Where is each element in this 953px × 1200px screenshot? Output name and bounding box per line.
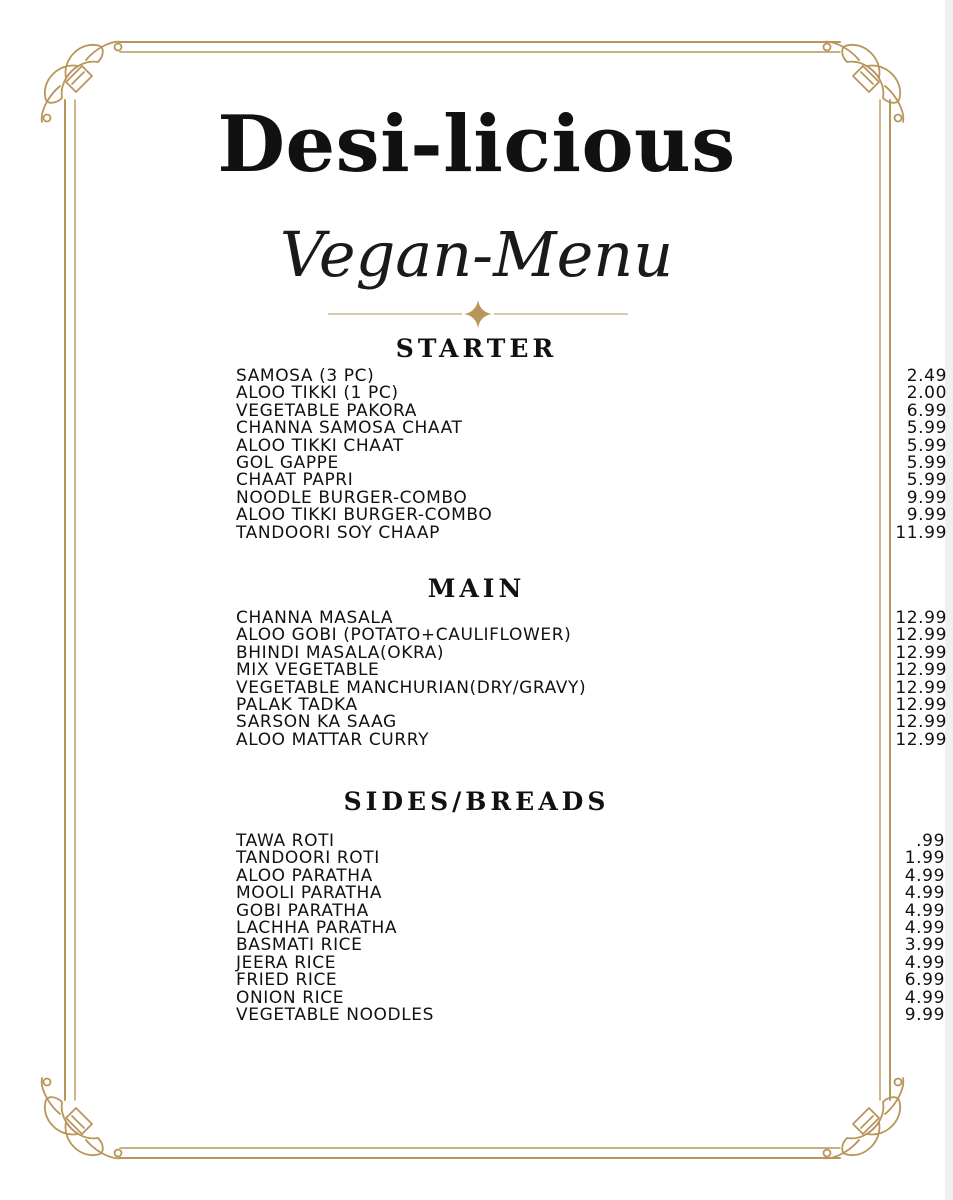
- section-title-main: MAIN: [427, 574, 526, 603]
- item-price: 12.99: [895, 625, 947, 646]
- item-price: 5.99: [906, 470, 947, 491]
- item-name: GOBI PARATHA: [236, 900, 369, 921]
- item-name: CHANNA SAMOSA CHAAT: [236, 418, 463, 439]
- ornate-corner-icon: [823, 1078, 903, 1158]
- item-name: ALOO TIKKI BURGER-COMBO: [236, 505, 493, 526]
- item-price: 2.49: [906, 366, 947, 386]
- title-divider: [328, 298, 628, 330]
- item-name: NOODLE BURGER-COMBO: [236, 487, 468, 508]
- item-price: 4.99: [904, 917, 945, 938]
- item-price: 5.99: [906, 418, 947, 439]
- item-name: SAMOSA (3 PC): [236, 366, 375, 386]
- item-price: 12.99: [895, 642, 947, 663]
- item-name: CHANNA MASALA: [236, 608, 394, 628]
- item-price: 9.99: [906, 505, 947, 526]
- item-name: ALOO PARATHA: [236, 865, 373, 886]
- section-title-sides: SIDES/BREADS: [343, 787, 610, 816]
- item-name: BHINDI MASALA(OKRA): [236, 642, 445, 663]
- item-name: MIX VEGETABLE: [236, 660, 380, 681]
- item-name: CHAAT PAPRI: [236, 470, 354, 491]
- item-price: 12.99: [895, 729, 947, 750]
- item-price: 3.99: [904, 935, 945, 956]
- item-price: 11.99: [895, 522, 947, 543]
- item-name: LACHHA PARATHA: [236, 917, 398, 938]
- item-price: 9.99: [906, 487, 947, 508]
- item-name: FRIED RICE: [236, 970, 338, 991]
- item-price: 4.99: [904, 987, 945, 1008]
- item-name: BASMATI RICE: [236, 935, 363, 956]
- item-price: 4.99: [904, 883, 945, 904]
- item-price: 6.99: [906, 400, 947, 421]
- item-price: 12.99: [895, 660, 947, 681]
- item-name: ALOO MATTAR CURRY: [236, 729, 430, 750]
- item-name: ALOO TIKKI (1 PC): [236, 383, 399, 404]
- item-price: 1.99: [904, 848, 945, 869]
- item-name: ONION RICE: [236, 987, 345, 1008]
- item-price: 12.99: [895, 608, 947, 628]
- item-name: ALOO GOBI (POTATO+CAULIFLOWER): [236, 625, 572, 646]
- ornate-corner-icon: [42, 1078, 122, 1158]
- item-price: .99: [916, 831, 945, 851]
- menu-subtitle: Vegan-Menu: [279, 218, 674, 291]
- restaurant-name: Desi-licious: [217, 99, 736, 190]
- item-price: 4.99: [904, 900, 945, 921]
- item-price: 12.99: [895, 712, 947, 733]
- item-name: VEGETABLE MANCHURIAN(DRY/GRAVY): [236, 677, 587, 698]
- item-name: TAWA ROTI: [236, 831, 335, 851]
- item-price: 4.99: [904, 865, 945, 886]
- item-name: VEGETABLE NOODLES: [236, 1004, 435, 1025]
- item-name: ALOO TIKKI CHAAT: [236, 435, 404, 456]
- item-name: JEERA RICE: [236, 952, 337, 973]
- item-name: TANDOORI SOY CHAAP: [236, 522, 440, 543]
- item-price: 5.99: [906, 435, 947, 456]
- four-point-star-icon: [464, 300, 492, 328]
- item-name: SARSON KA SAAG: [236, 712, 397, 733]
- item-price: 12.99: [895, 694, 947, 715]
- item-price: 4.99: [904, 952, 945, 973]
- item-price: 12.99: [895, 677, 947, 698]
- item-name: MOOLI PARATHA: [236, 883, 383, 904]
- item-name: TANDOORI ROTI: [236, 848, 380, 869]
- item-name: VEGETABLE PAKORA: [236, 400, 418, 421]
- section-title-starter: STARTER: [395, 334, 558, 363]
- item-price: 6.99: [904, 970, 945, 991]
- item-name: PALAK TADKA: [236, 694, 358, 715]
- item-name: GOL GAPPE: [236, 452, 339, 473]
- item-price: 9.99: [904, 1004, 945, 1025]
- item-price: 5.99: [906, 452, 947, 473]
- item-price: 2.00: [906, 383, 947, 404]
